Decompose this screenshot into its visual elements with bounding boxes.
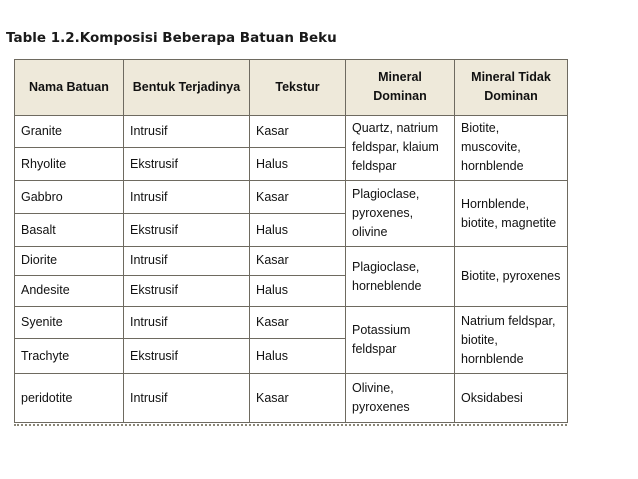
cell-mineral-dominan: Plagioclase, pyroxenes, olivine bbox=[346, 181, 455, 247]
cell-mineral-tidak-dominan: Biotite, muscovite, hornblende bbox=[455, 115, 568, 181]
cell-tekstur: Kasar bbox=[250, 247, 346, 275]
cell-mineral-tidak-dominan: Natrium feldspar, biotite, hornblende bbox=[455, 307, 568, 374]
cell-bentuk: Intrusif bbox=[124, 307, 250, 339]
table-row bbox=[15, 115, 568, 148]
cell-nama: Diorite bbox=[15, 247, 124, 275]
header-nama-batuan: Nama Batuan bbox=[15, 60, 124, 116]
cell-mineral-dominan: Plagioclase, horneblende bbox=[346, 247, 455, 307]
table-bottom-border bbox=[14, 424, 567, 426]
cell-bentuk: Intrusif bbox=[124, 181, 250, 214]
table-row bbox=[15, 181, 568, 214]
cell-nama: Andesite bbox=[15, 275, 124, 307]
cell-nama: peridotite bbox=[15, 374, 124, 423]
cell-tekstur: Kasar bbox=[250, 374, 346, 423]
cell-mineral-dominan: Olivine, pyroxenes bbox=[346, 374, 455, 423]
cell-bentuk: Ekstrusif bbox=[124, 214, 250, 247]
table-caption: Table 1.2.Komposisi Beberapa Batuan Beku bbox=[6, 30, 337, 46]
cell-tekstur: Halus bbox=[250, 339, 346, 374]
cell-nama: Rhyolite bbox=[15, 148, 124, 181]
header-mineral-tidak-dominan: Mineral Tidak Dominan bbox=[455, 60, 568, 116]
header-row bbox=[15, 60, 568, 116]
table-row bbox=[15, 247, 568, 275]
cell-mineral-tidak-dominan: Biotite, pyroxenes bbox=[455, 247, 568, 307]
cell-bentuk: Intrusif bbox=[124, 374, 250, 423]
header-tekstur: Tekstur bbox=[250, 60, 346, 116]
rock-composition-table bbox=[14, 59, 568, 423]
cell-mineral-tidak-dominan: Oksidabesi bbox=[455, 374, 568, 423]
cell-bentuk: Ekstrusif bbox=[124, 148, 250, 181]
cell-nama: Gabbro bbox=[15, 181, 124, 214]
cell-tekstur: Halus bbox=[250, 214, 346, 247]
cell-tekstur: Kasar bbox=[250, 115, 346, 148]
header-mineral-dominan: Mineral Dominan bbox=[346, 60, 455, 116]
cell-bentuk: Ekstrusif bbox=[124, 275, 250, 307]
cell-nama: Trachyte bbox=[15, 339, 124, 374]
cell-mineral-tidak-dominan: Hornblende, biotite, magnetite bbox=[455, 181, 568, 247]
cell-nama: Basalt bbox=[15, 214, 124, 247]
cell-bentuk: Intrusif bbox=[124, 247, 250, 275]
cell-tekstur: Kasar bbox=[250, 307, 346, 339]
cell-mineral-dominan: Potassium feldspar bbox=[346, 307, 455, 374]
header-bentuk-terjadinya: Bentuk Terjadinya bbox=[124, 60, 250, 116]
table-row bbox=[15, 374, 568, 423]
cell-tekstur: Kasar bbox=[250, 181, 346, 214]
cell-bentuk: Intrusif bbox=[124, 115, 250, 148]
cell-tekstur: Halus bbox=[250, 148, 346, 181]
cell-bentuk: Ekstrusif bbox=[124, 339, 250, 374]
cell-mineral-dominan: Quartz, natrium feldspar, klaium feldspar bbox=[346, 115, 455, 181]
cell-nama: Granite bbox=[15, 115, 124, 148]
table-row bbox=[15, 307, 568, 339]
cell-nama: Syenite bbox=[15, 307, 124, 339]
cell-tekstur: Halus bbox=[250, 275, 346, 307]
